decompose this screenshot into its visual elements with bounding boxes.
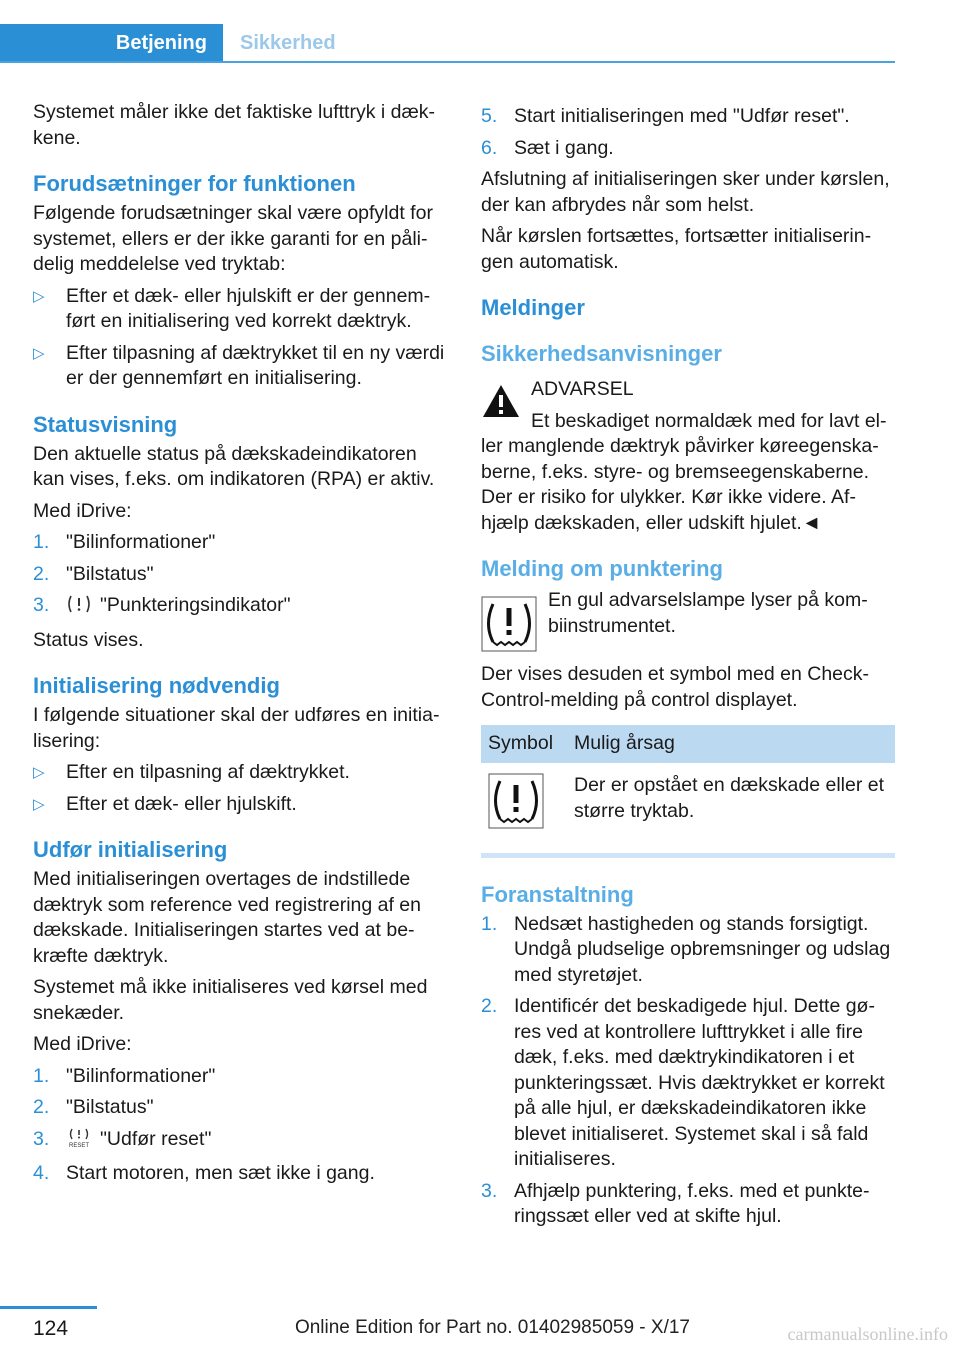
page-number-rule	[0, 1306, 97, 1309]
status-idrive-label: Med iDrive:	[33, 499, 132, 522]
left-column	[33, 100, 445, 1193]
perform-init-steps-cont	[481, 104, 895, 161]
perform-init-steps	[33, 1064, 445, 1187]
list-item: ▷ Efter tilpasning af dæktrykket til en ny værdi er der gennemført en initialisering.	[33, 341, 445, 389]
table-row	[481, 763, 895, 851]
prerequisites-list	[33, 284, 445, 392]
section-title-meldinger: Meldinger	[481, 295, 585, 320]
right-column	[481, 100, 895, 1236]
section-title-safety: Sikkerhedsanvisninger	[481, 341, 722, 366]
warning-block	[481, 377, 895, 536]
edition-text: Online Edition for Part no. 01402985059 - X/17	[294, 1317, 690, 1338]
list-item: 2. "Bilstatus"	[33, 1096, 154, 1118]
list-item: 1. "Bilinformationer"	[33, 1064, 216, 1087]
section-title-init-needed: Initialisering nødvendig	[33, 673, 280, 698]
section-title-status: Statusvisning	[33, 411, 178, 437]
triangle-bullet-icon: ▷	[33, 764, 45, 781]
list-item: 2. Identificér det beskadigede hjul. Dette gøres ved at kontrollere lufttrykket i alle fire dæk, f.eks. med dæktrykindikatoren i et punkteringssæt. Hvis dæktrykket er korrekt på alle hjul, er dækskadeindikatoren ikke blevet initialiseret. Systemet skal i så fald initialiseres.	[481, 995, 885, 1170]
warning-title: ADVARSEL	[531, 378, 634, 400]
tab-sikkerhed[interactable]: Sikkerhed	[240, 32, 336, 54]
list-item: 5. Start initialiseringen med "Udfør reset".	[481, 105, 850, 127]
puncture-text: En gul advarselslampe lyser på kombiinstrumentet.	[548, 589, 868, 637]
section-title-measures: Foranstaltning	[481, 881, 634, 907]
tire-warning-icon	[488, 812, 544, 834]
warning-text: Et beskadiget normaldæk med for lavt eller manglende dæktryk påvirker køreegenskaberne, f.eks. styre- og bremseegenskaberne. Der er risiko for ulykker. Kør ikke videre. Afhjælp dækskaden, eller udskift hjulet.◄	[481, 409, 887, 534]
table-header-cause: Mulig årsag	[567, 725, 895, 763]
svg-text:RESET: RESET	[68, 1142, 90, 1148]
page-header	[0, 24, 895, 63]
section-title-perform-init: Udfør initialisering	[33, 837, 228, 862]
prerequisites-text: Følgende forudsætninger skal være opfyldt for systemet, ellers er der ikke garanti for en pålidelig meddelelse ved tryktab:	[33, 202, 433, 275]
perform-init-text-2: Systemet må ikke initialiseres ved kørsel med snekæder.	[33, 976, 428, 1024]
watermark: carmanualsonline.info	[787, 1324, 948, 1344]
list-item: 1. "Bilinformationer"	[33, 531, 216, 553]
table-cell-cause: Der er opstået en dækskade eller et større tryktab.	[574, 774, 885, 822]
perform-init-idrive-label: Med iDrive:	[33, 1033, 132, 1055]
triangle-bullet-icon: ▷	[33, 795, 45, 813]
list-item: ▷ Efter et dæk- eller hjulskift er der gennemført en initialisering ved korrekt dæktryk.	[33, 284, 431, 332]
table-divider	[481, 853, 895, 858]
triangle-bullet-icon: ▷	[33, 344, 45, 362]
list-item: 1. Nedsæt hastigheden og stands forsigtigt. Undgå pludselige opbremsninger og udslag med styretøjet.	[481, 912, 891, 986]
tab-betjening[interactable]: Betjening	[0, 24, 223, 61]
page-number: 124	[33, 1317, 69, 1340]
triangle-bullet-icon: ▷	[33, 287, 45, 305]
section-title-prerequisites: Forudsætninger for funktionen	[33, 171, 356, 196]
list-item: ▷ Efter en tilpasning af dæktrykket.	[33, 760, 445, 786]
init-needed-text: I følgende situationer skal der udføres en initialisering:	[33, 704, 440, 752]
symbol-table	[481, 725, 895, 851]
tire-warning-icon	[66, 594, 92, 622]
perform-init-text: Med initialiseringen overtages de indstillede dæktryk som reference ved registrering af en dækskade. Initialiseringen startes ved at bekræfte dæktryk.	[33, 868, 422, 967]
list-item: 6. Sæt i gang.	[481, 136, 614, 159]
list-item: 2. "Bilstatus"	[33, 562, 154, 585]
check-control-text: Der vises desuden et symbol med en Check-Control-melding på control displayet.	[481, 663, 870, 711]
list-item: 3. RESET "Udfør reset"	[33, 1127, 445, 1156]
measures-list	[481, 912, 895, 1230]
intro-text: Systemet måler ikke det faktiske lufttryk i dækkene.	[33, 101, 436, 149]
list-item: 4. Start motoren, men sæt ikke i gang.	[33, 1162, 375, 1184]
table-header-symbol: Symbol	[481, 725, 567, 763]
puncture-message	[481, 588, 895, 652]
status-steps	[33, 530, 445, 622]
list-item: 3. "Punkteringsindikator"	[33, 593, 445, 622]
warning-triangle-icon	[481, 383, 521, 427]
tire-reset-icon	[66, 1128, 92, 1156]
continuation-text: Når kørslen fortsættes, fortsætter initialiseringen automatisk.	[481, 225, 872, 273]
init-needed-list	[33, 760, 445, 817]
section-title-punctured: Melding om punktering	[481, 556, 723, 581]
completion-text: Afslutning af initialiseringen sker under kørslen, der kan afbrydes når som helst.	[481, 168, 890, 216]
list-item: 3. Afhjælp punktering, f.eks. med et punkteringssæt eller ved at skifte hjul.	[481, 1179, 870, 1227]
status-after: Status vises.	[33, 628, 144, 651]
tire-warning-icon	[481, 596, 537, 660]
status-text: Den aktuelle status på dækskadeindikatoren kan vises, f.eks. om indikatoren (RPA) er aktiv.	[33, 442, 435, 490]
list-item: ▷ Efter et dæk- eller hjulskift.	[33, 792, 445, 818]
